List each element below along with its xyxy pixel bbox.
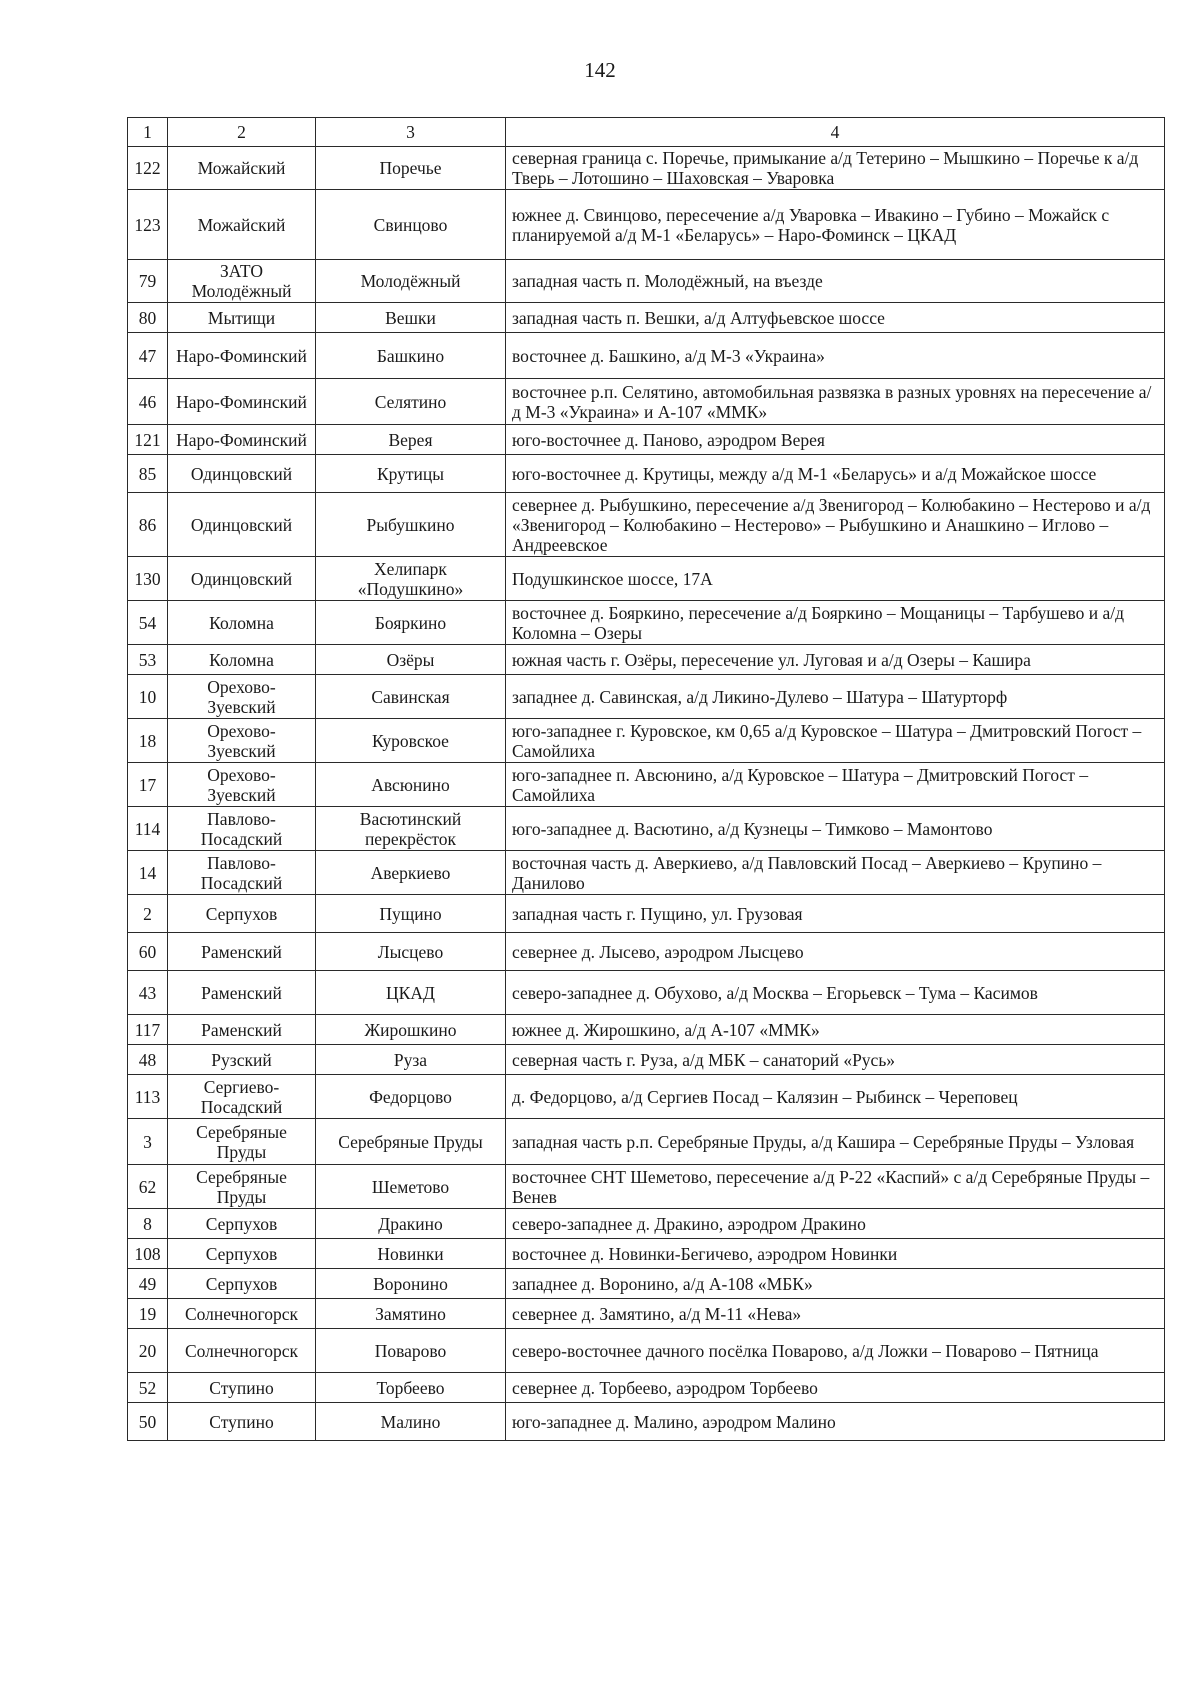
place-name-cell: Аверкиево [316,851,506,895]
district-cell: Солнечногорск [168,1299,316,1329]
table-row [128,807,1165,851]
row-number-cell: 8 [128,1209,168,1239]
place-name-cell: Новинки [316,1239,506,1269]
district-cell: Серебряные Пруды [168,1165,316,1209]
district-cell: Мытищи [168,303,316,333]
place-name-cell: Руза [316,1045,506,1075]
row-number-cell: 2 [128,895,168,933]
row-number-cell: 80 [128,303,168,333]
table-row [128,1373,1165,1403]
table-row [128,933,1165,971]
row-number-cell: 18 [128,719,168,763]
district-cell: Можайский [168,190,316,260]
place-name-cell: Поречье [316,147,506,190]
location-cell: северная часть г. Руза, а/д МБК – санаторий «Русь» [506,1045,1165,1075]
place-name-cell: Жирошкино [316,1015,506,1045]
place-name-cell: Крутицы [316,455,506,493]
district-cell: Коломна [168,601,316,645]
table-body [128,147,1165,1441]
place-name-cell: Свинцово [316,190,506,260]
table-row [128,1239,1165,1269]
place-name-cell: Озёры [316,645,506,675]
row-number-cell: 43 [128,971,168,1015]
column-header: 2 [168,118,316,147]
location-cell: восточнее р.п. Селятино, автомобильная развязка в разных уровнях на пересечение а/д М-3 «Украина» и А-107 «ММК» [506,379,1165,425]
row-number-cell: 46 [128,379,168,425]
district-cell: Раменский [168,933,316,971]
district-cell: Коломна [168,645,316,675]
row-number-cell: 117 [128,1015,168,1045]
table-row [128,333,1165,379]
row-number-cell: 53 [128,645,168,675]
row-number-cell: 14 [128,851,168,895]
district-cell: Наро-Фоминский [168,333,316,379]
location-cell: севернее д. Лысево, аэродром Лысцево [506,933,1165,971]
place-name-cell: Торбеево [316,1373,506,1403]
location-cell: Подушкинское шоссе, 17А [506,557,1165,601]
district-cell: Орехово-Зуевский [168,675,316,719]
district-cell: Серпухов [168,1209,316,1239]
place-name-cell: Дракино [316,1209,506,1239]
place-name-cell: Башкино [316,333,506,379]
table-row [128,493,1165,557]
location-cell: севернее д. Рыбушкино, пересечение а/д Звенигород – Колюбакино – Нестерово и а/д «Звенигород – Колюбакино – Нестерово» – Рыбушкино и Анашкино – Иглово – Андреевское [506,493,1165,557]
place-name-cell: Малино [316,1403,506,1441]
table-row [128,1299,1165,1329]
column-header: 1 [128,118,168,147]
place-name-cell: Федорцово [316,1075,506,1119]
column-header: 3 [316,118,506,147]
location-cell: юго-западнее д. Малино, аэродром Малино [506,1403,1165,1441]
location-cell: южная часть г. Озёры, пересечение ул. Луговая и а/д Озеры – Кашира [506,645,1165,675]
district-cell: ЗАТО Молодёжный [168,260,316,303]
table-row [128,895,1165,933]
district-cell: Одинцовский [168,455,316,493]
table-row [128,1119,1165,1165]
table-row [128,557,1165,601]
table-row [128,719,1165,763]
row-number-cell: 10 [128,675,168,719]
district-cell: Павлово-Посадский [168,807,316,851]
district-cell: Серпухов [168,895,316,933]
location-cell: северо-восточнее дачного посёлка Поварово, а/д Ложки – Поварово – Пятница [506,1329,1165,1373]
location-cell: восточнее д. Бояркино, пересечение а/д Бояркино – Мощаницы – Тарбушево и а/д Коломна – Озеры [506,601,1165,645]
row-number-cell: 49 [128,1269,168,1299]
table-row [128,645,1165,675]
district-cell: Наро-Фоминский [168,425,316,455]
location-cell: северо-западнее д. Дракино, аэродром Дракино [506,1209,1165,1239]
table-row [128,260,1165,303]
row-number-cell: 50 [128,1403,168,1441]
location-cell: северная граница с. Поречье, примыкание а/д Тетерино – Мышкино – Поречье к а/д Тверь – Лотошино – Шаховская – Уваровка [506,147,1165,190]
location-cell: западнее д. Воронино, а/д А-108 «МБК» [506,1269,1165,1299]
location-cell: юго-восточнее д. Паново, аэродром Верея [506,425,1165,455]
place-name-cell: Рыбушкино [316,493,506,557]
data-table [127,117,1165,1441]
place-name-cell: Куровское [316,719,506,763]
row-number-cell: 85 [128,455,168,493]
location-cell: севернее д. Замятино, а/д М-11 «Нева» [506,1299,1165,1329]
location-cell: западная часть п. Молодёжный, на въезде [506,260,1165,303]
row-number-cell: 62 [128,1165,168,1209]
location-cell: южнее д. Жирошкино, а/д А-107 «ММК» [506,1015,1165,1045]
table-row [128,971,1165,1015]
location-cell: восточнее СНТ Шеметово, пересечение а/д Р-22 «Каспий» с а/д Серебряные Пруды – Венев [506,1165,1165,1209]
place-name-cell: Лысцево [316,933,506,971]
district-cell: Раменский [168,1015,316,1045]
place-name-cell: Селятино [316,379,506,425]
table-row [128,1075,1165,1119]
location-cell: юго-западнее д. Васютино, а/д Кузнецы – Тимково – Мамонтово [506,807,1165,851]
place-name-cell: Шеметово [316,1165,506,1209]
location-cell: юго-западнее г. Куровское, км 0,65 а/д Куровское – Шатура – Дмитровский Погост – Самойлиха [506,719,1165,763]
district-cell: Раменский [168,971,316,1015]
place-name-cell: Поварово [316,1329,506,1373]
row-number-cell: 52 [128,1373,168,1403]
location-cell: западная часть г. Пущино, ул. Грузовая [506,895,1165,933]
location-cell: севернее д. Торбеево, аэродром Торбеево [506,1373,1165,1403]
row-number-cell: 121 [128,425,168,455]
district-cell: Орехово-Зуевский [168,763,316,807]
location-cell: юго-восточнее д. Крутицы, между а/д М-1 «Беларусь» и а/д Можайское шоссе [506,455,1165,493]
location-cell: восточнее д. Новинки-Бегичево, аэродром Новинки [506,1239,1165,1269]
table-row [128,425,1165,455]
location-cell: восточнее д. Башкино, а/д М-3 «Украина» [506,333,1165,379]
location-cell: юго-западнее п. Авсюнино, а/д Куровское – Шатура – Дмитровский Погост – Самойлиха [506,763,1165,807]
place-name-cell: Замятино [316,1299,506,1329]
table-row [128,601,1165,645]
row-number-cell: 114 [128,807,168,851]
district-cell: Серебряные Пруды [168,1119,316,1165]
table-row [128,1269,1165,1299]
table-header-row [128,118,1165,147]
place-name-cell: Васютинский перекрёсток [316,807,506,851]
row-number-cell: 54 [128,601,168,645]
place-name-cell: Молодёжный [316,260,506,303]
table-row [128,190,1165,260]
district-cell: Можайский [168,147,316,190]
place-name-cell: Серебряные Пруды [316,1119,506,1165]
location-cell: южнее д. Свинцово, пересечение а/д Уваровка – Ивакино – Губино – Можайск с планируемой а/д М-1 «Беларусь» – Наро-Фоминск – ЦКАД [506,190,1165,260]
row-number-cell: 113 [128,1075,168,1119]
row-number-cell: 60 [128,933,168,971]
place-name-cell: Вешки [316,303,506,333]
table-row [128,303,1165,333]
place-name-cell: Бояркино [316,601,506,645]
table-row [128,1165,1165,1209]
district-cell: Ступино [168,1403,316,1441]
row-number-cell: 79 [128,260,168,303]
row-number-cell: 86 [128,493,168,557]
location-cell: д. Федорцово, а/д Сергиев Посад – Калязин – Рыбинск – Череповец [506,1075,1165,1119]
row-number-cell: 19 [128,1299,168,1329]
table-row [128,1403,1165,1441]
table-row [128,379,1165,425]
place-name-cell: ЦКАД [316,971,506,1015]
district-cell: Серпухов [168,1269,316,1299]
location-cell: западная часть р.п. Серебряные Пруды, а/д Кашира – Серебряные Пруды – Узловая [506,1119,1165,1165]
district-cell: Орехово-Зуевский [168,719,316,763]
district-cell: Наро-Фоминский [168,379,316,425]
district-cell: Одинцовский [168,557,316,601]
table-row [128,1045,1165,1075]
place-name-cell: Верея [316,425,506,455]
location-cell: западнее д. Савинская, а/д Ликино-Дулево – Шатура – Шатурторф [506,675,1165,719]
table-row [128,851,1165,895]
district-cell: Солнечногорск [168,1329,316,1373]
district-cell: Серпухов [168,1239,316,1269]
row-number-cell: 123 [128,190,168,260]
place-name-cell: Воронино [316,1269,506,1299]
table-row [128,1015,1165,1045]
place-name-cell: Савинская [316,675,506,719]
row-number-cell: 108 [128,1239,168,1269]
place-name-cell: Хелипарк «Подушкино» [316,557,506,601]
district-cell: Ступино [168,1373,316,1403]
column-header: 4 [506,118,1165,147]
table-row [128,1209,1165,1239]
row-number-cell: 122 [128,147,168,190]
place-name-cell: Пущино [316,895,506,933]
location-cell: восточная часть д. Аверкиево, а/д Павловский Посад – Аверкиево – Крупино – Данилово [506,851,1165,895]
row-number-cell: 17 [128,763,168,807]
row-number-cell: 48 [128,1045,168,1075]
place-name-cell: Авсюнино [316,763,506,807]
district-cell: Павлово-Посадский [168,851,316,895]
location-cell: западная часть п. Вешки, а/д Алтуфьевское шоссе [506,303,1165,333]
table-row [128,1329,1165,1373]
location-cell: северо-западнее д. Обухово, а/д Москва – Егорьевск – Тума – Касимов [506,971,1165,1015]
page-number: 142 [584,58,616,82]
row-number-cell: 130 [128,557,168,601]
district-cell: Сергиево-Посадский [168,1075,316,1119]
row-number-cell: 47 [128,333,168,379]
district-cell: Одинцовский [168,493,316,557]
district-cell: Рузский [168,1045,316,1075]
row-number-cell: 3 [128,1119,168,1165]
table-row [128,147,1165,190]
row-number-cell: 20 [128,1329,168,1373]
table-row [128,455,1165,493]
table-row [128,675,1165,719]
table-row [128,763,1165,807]
